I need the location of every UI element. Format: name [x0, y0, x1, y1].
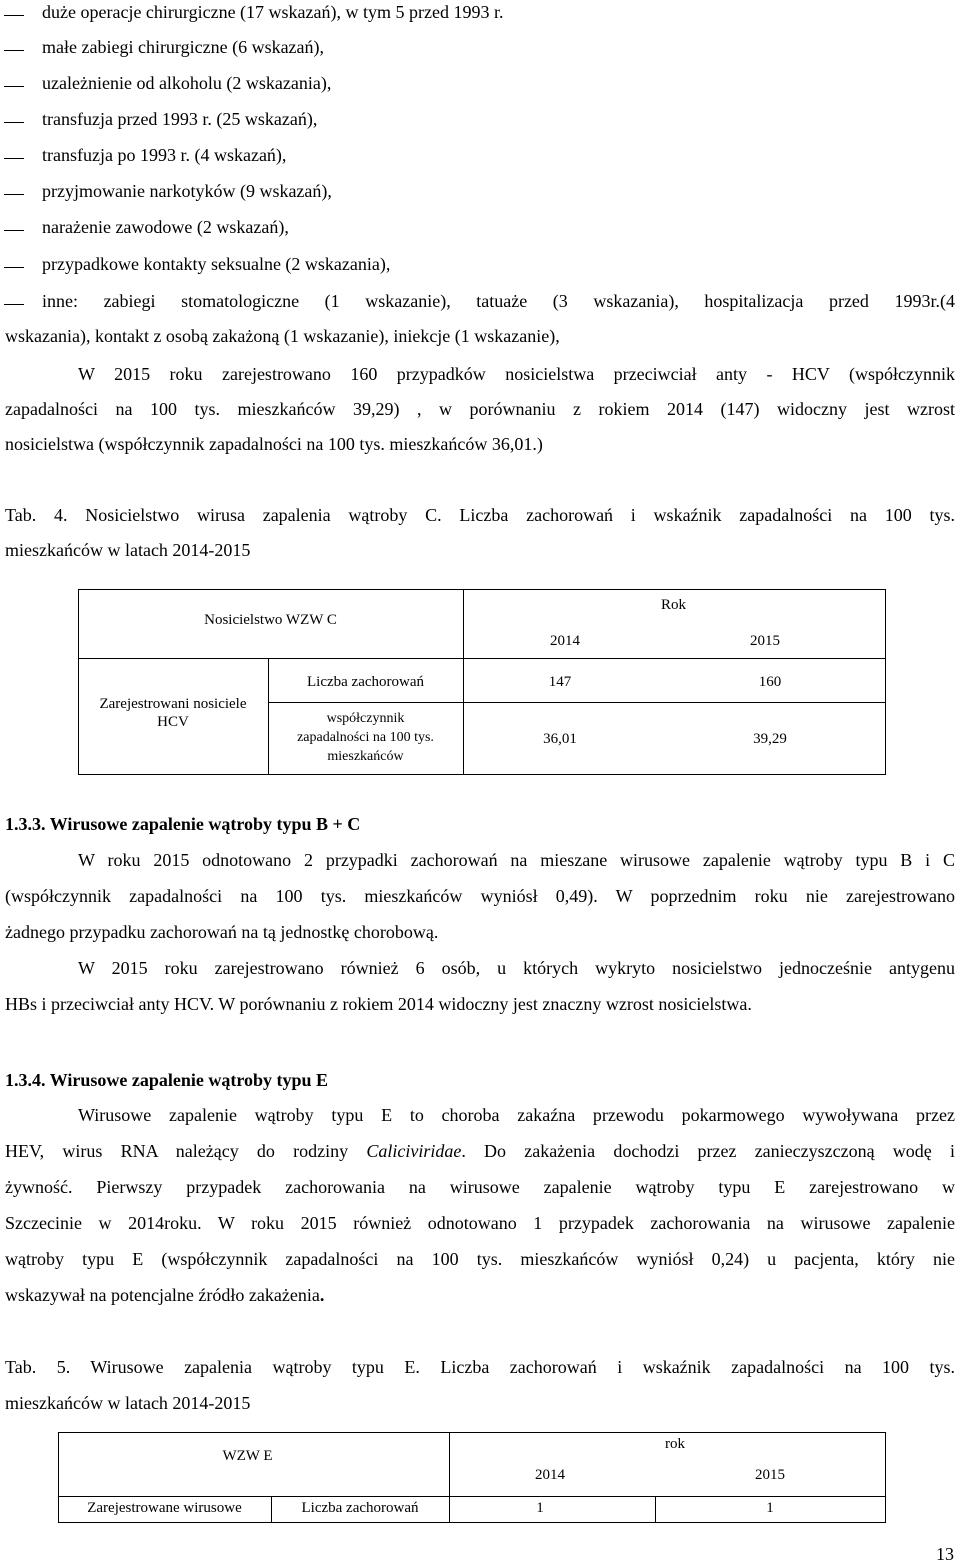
list-dash — [4, 230, 24, 231]
section-title: Wirusowe zapalenie wątroby typu E — [49, 1070, 329, 1090]
section-heading — [5, 812, 360, 836]
table5-row-label: Liczba zachorowań — [301, 1500, 419, 1516]
table4-divider — [78, 658, 885, 659]
paragraph-line: Szczecinie w 2014roku. W roku 2015 również odnotowano 1 przypadek zachorowania na wirusowe zapalenie — [5, 1213, 955, 1233]
section-heading — [5, 1068, 328, 1092]
text-run: wskazywał na potencjalne źródło zakażenia — [5, 1285, 320, 1305]
text-run: HEV, wirus RNA należący do rodziny — [5, 1141, 367, 1161]
paragraph-line: żywność. Pierwszy przypadek zachorowania na wirusowe zapalenie wątroby typu E zarejestrowano w — [5, 1177, 955, 1197]
table5-row-group: Zarejestrowane wirusowe — [87, 1500, 242, 1516]
paragraph-line: wątroby typu E (współczynnik zapadalności na 100 tys. mieszkańców wyniósł 0,24) u pacjenta, który nie — [5, 1249, 955, 1269]
table5-year-2014: 2014 — [535, 1467, 565, 1483]
section-number: 1.3.4. — [5, 1070, 46, 1090]
section-number: 1.3.3. — [5, 814, 46, 834]
table4-row-label: mieszkańców — [327, 749, 404, 764]
list-item: przypadkowe kontakty seksualne (2 wskazania), — [42, 254, 391, 274]
section-title: Wirusowe zapalenie wątroby typu B + C — [49, 814, 361, 834]
table4-divider — [268, 702, 885, 703]
list-item: małe zabiegi chirurgiczne (6 wskazań), — [42, 37, 325, 57]
table5-year-group: rok — [665, 1436, 685, 1452]
table4-header-label: Nosicielstwo WZW C — [204, 612, 337, 628]
list-dash — [4, 122, 24, 123]
table4-cell: 160 — [758, 674, 782, 690]
table5-year-2015: 2015 — [755, 1467, 785, 1483]
paragraph-line: (współczynnik zapadalności na 100 tys. mieszkańców wyniósł 0,49). W poprzednim roku nie zarejestrowano — [5, 886, 955, 906]
table4-divider — [463, 658, 464, 774]
table5-caption: Tab. 5. Wirusowe zapalenia wątroby typu E. Liczba zachorowań i wskaźnik zapadalności na 100 tys. — [5, 1357, 955, 1377]
table5-header-label: WZW E — [222, 1448, 273, 1464]
list-item: uzależnienie od alkoholu (2 wskazania), — [42, 73, 332, 93]
table5-cell: 1 — [536, 1500, 544, 1516]
list-dash — [4, 194, 24, 195]
list-item: narażenie zawodowe (2 wskazań), — [42, 217, 289, 237]
paragraph-line — [5, 1139, 955, 1163]
paragraph-line: W roku 2015 odnotowano 2 przypadki zachorowań na mieszane wirusowe zapalenie wątroby typu B i C — [78, 850, 955, 870]
list-dash — [4, 304, 24, 305]
table4-cell: 147 — [548, 674, 572, 690]
list-item-continuation: wskazania), kontakt z osobą zakażoną (1 wskazanie), iniekcje (1 wskazanie), — [5, 326, 560, 346]
table4-row-group-cont: HCV — [157, 714, 189, 730]
table5-divider — [655, 1496, 656, 1522]
table4-caption: Tab. 4. Nosicielstwo wirusa zapalenia wątroby C. Liczba zachorowań i wskaźnik zapadalności na 100 tys. — [5, 505, 955, 525]
table4-row-group: Zarejestrowani nosiciele — [99, 696, 247, 712]
table4-year-2014: 2014 — [550, 633, 580, 649]
paragraph-line: zapadalności na 100 tys. mieszkańców 39,29) , w porównaniu z rokiem 2014 (147) widoczny jest wzrost — [5, 399, 955, 419]
list-item: inne: zabiegi stomatologiczne (1 wskazanie), tatuaże (3 wskazania), hospitalizacja przed 1993r.(4 — [42, 291, 955, 311]
paragraph-line: nosicielstwa (współczynnik zapadalności na 100 tys. mieszkańców 36,01.) — [5, 434, 543, 454]
list-item: transfuzja po 1993 r. (4 wskazań), — [42, 145, 287, 165]
table4-row-label: Liczba zachorowań — [306, 674, 424, 690]
table4-cell: 36,01 — [543, 731, 577, 747]
list-item: przyjmowanie narkotyków (9 wskazań), — [42, 181, 332, 201]
table5-divider — [449, 1432, 450, 1522]
table4-row-label: zapadalności na 100 tys. — [297, 730, 434, 745]
table4-year-group: Rok — [660, 597, 686, 613]
table5-caption-cont: mieszkańców w latach 2014-2015 — [5, 1393, 251, 1413]
table4-caption-cont: mieszkańców w latach 2014-2015 — [5, 540, 251, 560]
table4-year-2015: 2015 — [750, 633, 780, 649]
paragraph-line: żadnego przypadku zachorowań na tą jednostkę chorobową. — [5, 922, 439, 942]
text-run: . Do zakażenia dochodzi przez zanieczyszczoną wodę i — [461, 1141, 955, 1161]
table4-cell: 39,29 — [753, 731, 787, 747]
table4-row-label: współczynnik — [326, 711, 405, 726]
list-item: duże operacje chirurgiczne (17 wskazań), w tym 5 przed 1993 r. — [42, 2, 504, 22]
list-dash — [4, 86, 24, 87]
table5-cell: 1 — [766, 1500, 774, 1516]
list-dash — [4, 50, 24, 51]
paragraph-line: HBs i przeciwciał anty HCV. W porównaniu z rokiem 2014 widoczny jest znaczny wzrost nosicielstwa. — [5, 994, 752, 1014]
paragraph-line: Wirusowe zapalenie wątroby typu E to choroba zakaźna przewodu pokarmowego wywoływana przez — [78, 1105, 955, 1125]
table5-divider — [58, 1496, 885, 1497]
list-item: transfuzja przed 1993 r. (25 wskazań), — [42, 109, 318, 129]
page-number: 13 — [936, 1544, 954, 1564]
paragraph-line — [5, 1283, 324, 1307]
paragraph-line: W 2015 roku zarejestrowano 160 przypadków nosicielstwa przeciwciał anty - HCV (współczynnik — [78, 364, 955, 384]
list-dash — [4, 267, 24, 268]
paragraph-line: W 2015 roku zarejestrowano również 6 osób, u których wykryto nosicielstwo jednocześnie antygenu — [78, 958, 955, 978]
list-dash — [4, 15, 24, 16]
taxon-name: Caliciviridae — [366, 1141, 462, 1161]
list-dash — [4, 158, 24, 159]
text-run-bold: . — [319, 1285, 325, 1305]
